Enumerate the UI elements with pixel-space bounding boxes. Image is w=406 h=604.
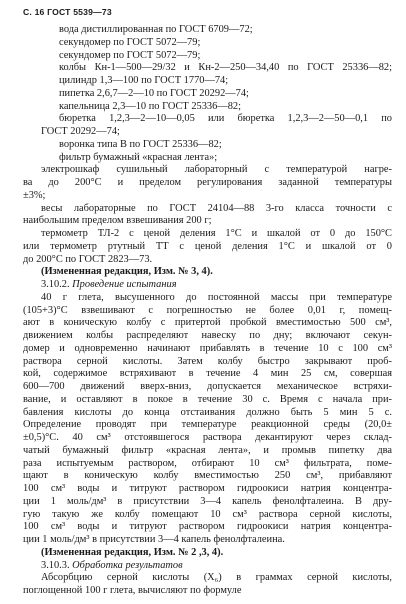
text-line: ва до 200°С и пределом регулирования заданной температуры <box>23 177 392 188</box>
text-line: 100 см³ воды и титруют раствором гидроокиси натрия концентра- <box>23 521 392 533</box>
text-line: (105+3)°С взвешивают с погрешностью не более 0,01 г, помещ- <box>23 304 392 316</box>
section-title: Проведение испытания <box>72 279 177 290</box>
text-line: весы лабораторные по ГОСТ 24104—88 3-го класса точности с <box>41 202 392 214</box>
text-line: поглощенной 100 г глета, вычисляют по формуле <box>23 585 242 596</box>
text-line: ±3%; <box>23 189 46 201</box>
text-line: бюретка 1,2,3—2—10—0,05 или бюретка 1,2,3—2—50—0,1 по <box>59 113 392 125</box>
section-number: 3.10.3. <box>41 559 73 571</box>
text-line: ГОСТ 20292—74; <box>41 126 120 137</box>
text-line: ции 1 моль/дм³ в присутствии 3—4 капель фенолфталеина. <box>23 534 285 545</box>
text-line <box>23 279 392 292</box>
text-line: Абсорбцию серной кислоты (X₆) в граммах серной кислоты, <box>41 572 392 584</box>
text-line: чатый бумажный фильтр «красная лента», и промыв пипетку два <box>23 444 392 456</box>
text-line: 100 см³ воды и титруют раствором гидроокиси натрия концентра- <box>23 483 392 494</box>
text-line: или термометр ртутный ТТ с ценой деления 1°С и шкалой от 0 <box>23 240 392 252</box>
text-line: раствора серной кислоты. Затем колбу быстро закрывают проб- <box>23 355 392 367</box>
text-line: раза испытуемым раствором, отбирают 10 см³ фильтрата, поме- <box>23 457 392 469</box>
section-number: 3.10.2. <box>41 279 73 290</box>
text-line: 40 г глета, высушенного до постоянной массы при температуре <box>41 291 392 303</box>
text-line: фильтр бумажный «красная лента»; <box>59 151 218 163</box>
document-body <box>23 24 392 598</box>
text-line: щают в коническую колбу вместимостью 250 см³, прибавляют <box>23 470 392 482</box>
text-line: гую такую же колбу помещают 10 см³ раствора серной кислоты, <box>23 508 392 520</box>
text-line: вание, и оставляют в покое в течение 30 с. Время с начала при- <box>23 393 392 405</box>
text-line: (Измененная редакция, Изм. № 2 ,3, 4). <box>41 546 224 558</box>
text-line: ают в коническую колбу с притертой пробкой вместимостью 500 см³, <box>23 317 392 329</box>
text-line: секундомер по ГОСТ 5072—79; <box>59 49 201 61</box>
text-line: кой, содержимое встряхивают в течение 4 мин 25 см, совершая <box>23 368 392 380</box>
text-line: наибольшим пределом взвешивания 200 г; <box>23 215 212 227</box>
text-line: колбы Кн-1—500—29/32 и Кн-2—250—34,40 по ГОСТ 25336—82; <box>59 62 392 74</box>
text-line: ±0,5)°С. 40 см³ отстоявшегося раствора декантируют через склад- <box>23 432 392 443</box>
text-line: домер и одновременно начинают прибавлять в течение 10 с 100 см³ <box>23 342 392 354</box>
text-line <box>23 560 392 573</box>
text-line: 600—700 движений вверх-вниз, допускается механическое встряхи- <box>23 381 392 392</box>
text-line: ции 1 моль/дм³ в присутствии 3—4 капель фенолфталеина. В дру- <box>23 495 392 507</box>
text-line: Определение проводят при температуре реакционной среды (20,0± <box>23 419 392 431</box>
text-line: электрошкаф сушильный лабораторный с температурой нагре- <box>41 164 392 176</box>
text-line: бавления кислоты до конца отстаивания должно быть 5 мин 5 с. <box>23 406 392 418</box>
text-line: движением колбы распределяют навеску по дну; включают секун- <box>23 330 392 341</box>
text-line: секундомер по ГОСТ 5072—79; <box>59 36 201 48</box>
text-line: капельница 2,3—10 по ГОСТ 25336—82; <box>59 100 241 112</box>
page-header: С. 16 ГОСТ 5539—73 <box>23 7 112 17</box>
text-line: (Измененная редакция, Изм. № 3, 4). <box>41 266 213 278</box>
text-line: до 200°С по ГОСТ 2823—73. <box>23 253 153 265</box>
section-title: Обработка результатов <box>72 559 183 571</box>
text-line: воронка типа В по ГОСТ 25336—82; <box>59 138 222 150</box>
text-line: цилиндр 1,3—100 по ГОСТ 1770—74; <box>59 75 229 86</box>
text-line: вода дистиллированная по ГОСТ 6709—72; <box>59 24 253 35</box>
text-line: пипетка 2,6,7—2—10 по ГОСТ 20292—74; <box>59 87 249 99</box>
text-line: термометр ТЛ-2 с ценой деления 1°С и шкалой от 0 до 150°С <box>41 228 392 239</box>
